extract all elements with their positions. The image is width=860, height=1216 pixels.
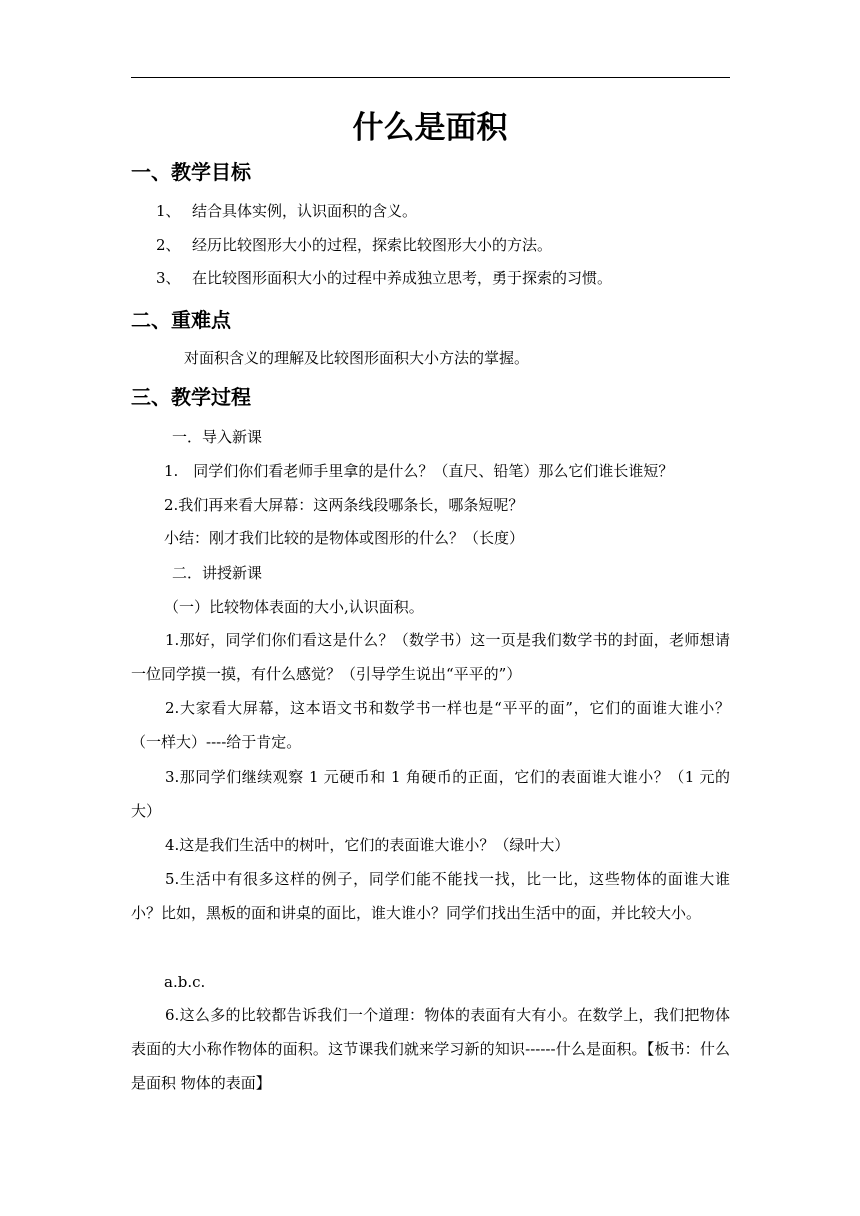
paragraph: 6.这么多的比较都告诉我们一个道理：物体的表面有大有小。在数学上，我们把物体表面的大小称作物体的面积。这节课我们就来学习新的知识------什么是面积。【板书：什么是面积 物体的表面】 [131,1006,730,1092]
key-points-text: 对面积含义的理解及比较图形面积大小方法的掌握。 [184,349,530,367]
objective-item [156,234,552,256]
objective-text: 结合具体实例，认识面积的含义。 [192,202,418,220]
subheading-compare-surfaces: （一）比较物体表面的大小,认识面积。 [164,598,424,616]
header-rule [131,77,730,78]
paragraph: 4.这是我们生活中的树叶，它们的表面谁大谁小？（绿叶大） [165,836,570,854]
objective-item [156,200,417,222]
section-heading-process: 三、教学过程 [131,385,251,409]
paragraph: 5.生活中有很多这样的例子，同学们能不能找一找，比一比，这些物体的面谁大谁小？比如，黑板的面和讲桌的面比，谁大谁小？同学们找出生活中的面，并比较大小。 [131,870,730,922]
objective-item [156,267,612,289]
document-title: 什么是面积 [352,110,508,146]
objective-number: 3、 [156,269,181,287]
subheading-intro: 一．导入新课 [172,428,263,446]
paragraph-summary: 小结：刚才我们比较的是物体或图形的什么？（长度） [164,529,525,547]
paragraph: 1.那好，同学们你们看这是什么？（数学书）这一页是我们数学书的封面，老师想请一位同学摸一摸，有什么感觉？（引导学生说出“平平的”） [131,631,730,683]
paragraph: 2.我们再来看大屏幕：这两条线段哪条长，哪条短呢？ [164,496,524,514]
paragraph: 2.大家看大屏幕，这本语文书和数学书一样也是“平平的面”，它们的面谁大谁小？（一样大）----给于肯定。 [131,699,730,751]
objective-text: 在比较图形面积大小的过程中养成独立思考，勇于探索的习惯。 [192,269,613,287]
paragraph-abc: a.b.c. [164,973,206,991]
section-heading-objectives: 一、教学目标 [131,160,251,184]
paragraph: 1. 同学们你们看老师手里拿的是什么？（直尺、铅笔）那么它们谁长谁短？ [164,462,674,480]
objective-number: 1、 [156,202,181,220]
subheading-new-lesson: 二．讲授新课 [172,564,263,582]
objective-number: 2、 [156,236,181,254]
objective-text: 经历比较图形大小的过程，探索比较图形大小的方法。 [192,236,553,254]
paragraph: 3.那同学们继续观察 1 元硬币和 1 角硬币的正面，它们的表面谁大谁小？（1 元的大） [131,768,730,820]
section-heading-key-points: 二、重难点 [131,308,231,332]
